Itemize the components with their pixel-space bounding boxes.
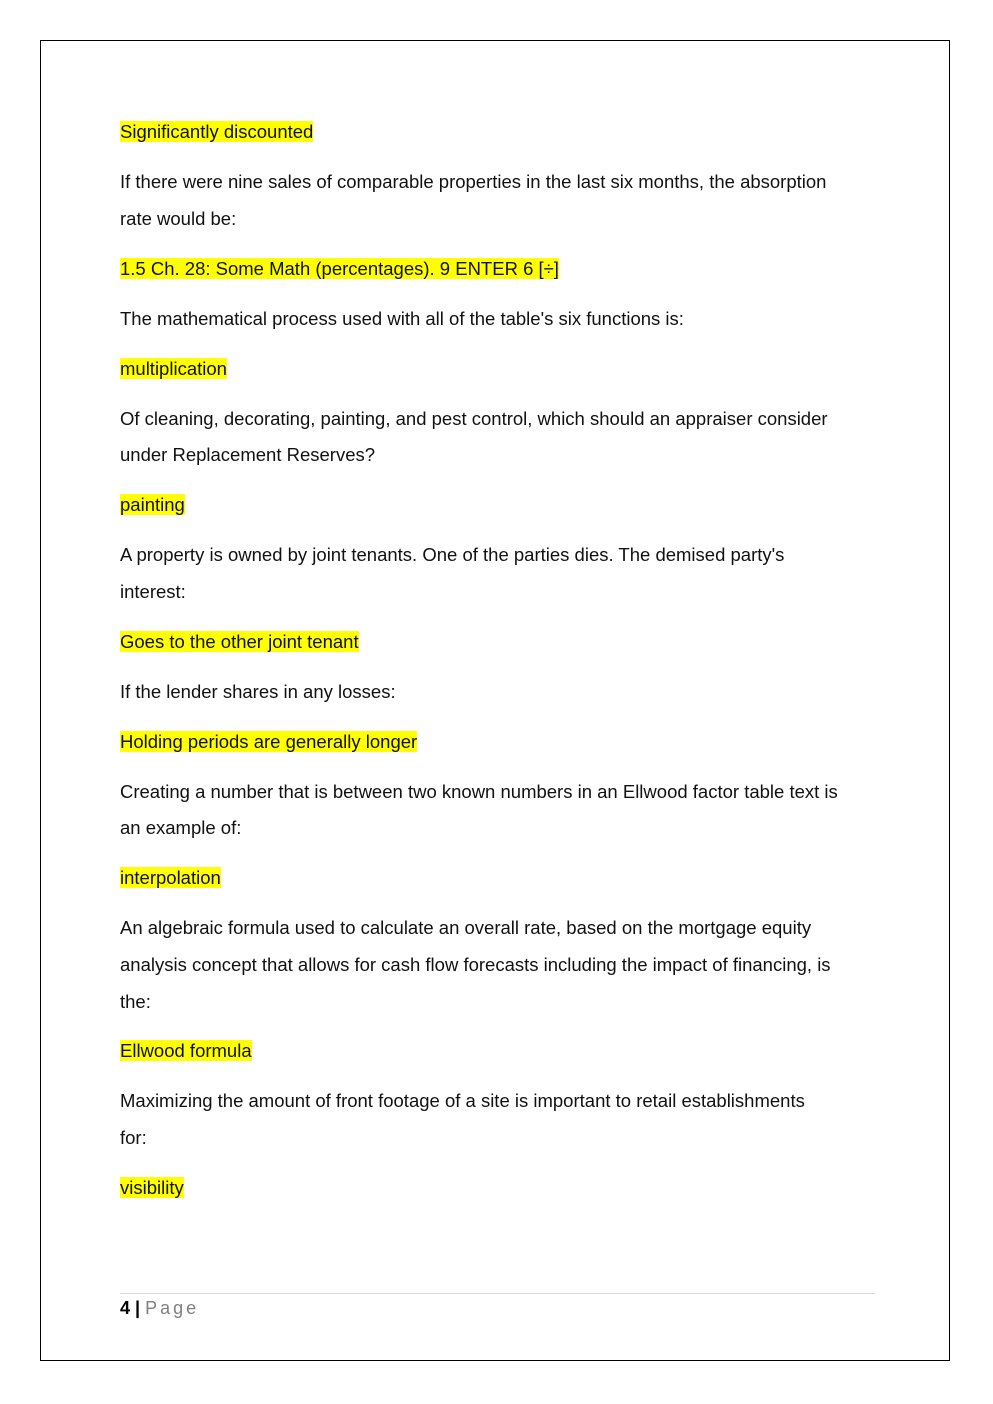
question-line: interest:: [120, 581, 186, 602]
footer-rule: [120, 1293, 875, 1294]
answer-line: [120, 866, 221, 890]
highlighted-answer: visibility: [120, 1177, 184, 1198]
highlighted-answer: multiplication: [120, 358, 227, 379]
highlighted-answer: painting: [120, 494, 185, 515]
answer-line: [120, 1176, 184, 1200]
question-line: for:: [120, 1127, 147, 1148]
highlighted-answer: interpolation: [120, 867, 221, 888]
page-label: Page: [145, 1298, 200, 1318]
question-line: If there were nine sales of comparable properties in the last six months, the absorption: [120, 171, 827, 192]
highlighted-answer: Significantly discounted: [120, 121, 314, 142]
page-separator: |: [135, 1298, 141, 1318]
question-line: Creating a number that is between two known numbers in an Ellwood factor table text is: [120, 781, 838, 802]
question-line: A property is owned by joint tenants. One of the parties dies. The demised party's: [120, 544, 785, 565]
question-line: Of cleaning, decorating, painting, and pest control, which should an appraiser consider: [120, 408, 828, 429]
question-line: under Replacement Reserves?: [120, 444, 376, 465]
question-line: an example of:: [120, 817, 242, 838]
question-line: rate would be:: [120, 208, 237, 229]
question-line: If the lender shares in any losses:: [120, 681, 396, 702]
answer-line: [120, 1039, 252, 1063]
question-line: An algebraic formula used to calculate an overall rate, based on the mortgage equity: [120, 917, 812, 938]
answer-line: [120, 730, 417, 754]
highlighted-answer: Ellwood formula: [120, 1040, 252, 1061]
answer-line: [120, 120, 313, 144]
highlighted-answer: Goes to the other joint tenant: [120, 631, 359, 652]
highlighted-answer: Holding periods are generally longer: [120, 731, 418, 752]
page-number: 4: [120, 1298, 131, 1318]
question-line: the:: [120, 991, 151, 1012]
answer-line: [120, 357, 227, 381]
question-line: Maximizing the amount of front footage of a site is important to retail establishments: [120, 1090, 805, 1111]
answer-line: [120, 257, 559, 281]
answer-line: [120, 493, 185, 517]
answer-line: [120, 630, 359, 654]
highlighted-answer: 1.5 Ch. 28: Some Math (percentages). 9 ENTER 6 [÷]: [120, 258, 559, 279]
page-indicator: [120, 1296, 199, 1320]
question-line: The mathematical process used with all of the table's six functions is:: [120, 308, 684, 329]
question-line: analysis concept that allows for cash flow forecasts including the impact of financing, is: [120, 954, 831, 975]
